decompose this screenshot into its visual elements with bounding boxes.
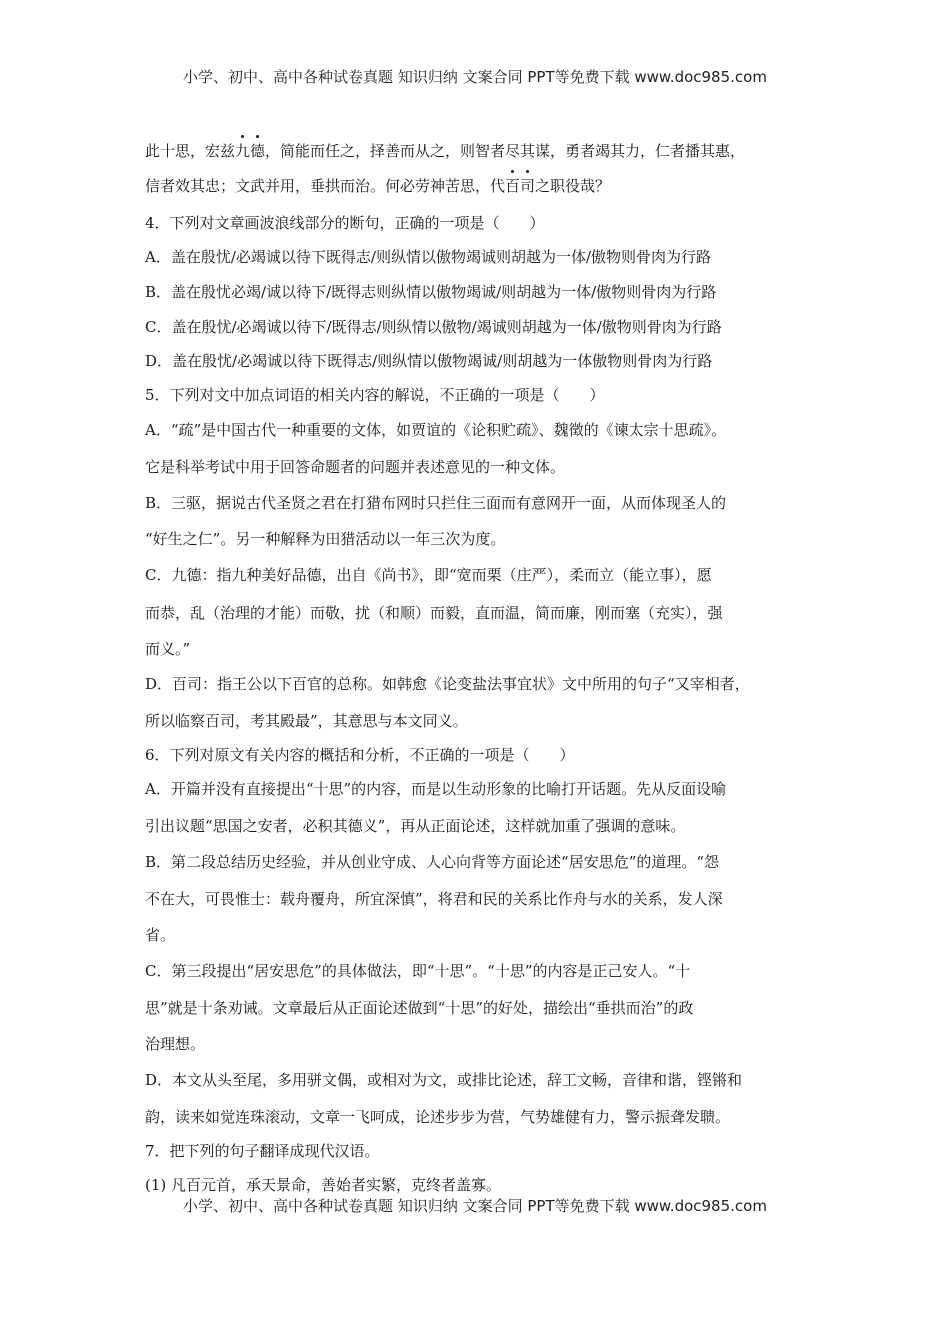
question-4-stem: 4．下列对文章画波浪线部分的断句，正确的一项是（ ） bbox=[145, 214, 545, 232]
page-footer: 小学、初中、高中各种试卷真题 知识归纳 文案合同 PPT等免费下载 www.doc985.com bbox=[183, 1197, 767, 1215]
emphasis-char: 德 bbox=[250, 142, 266, 160]
question-7-stem: 7．把下列的句子翻译成现代汉语。 bbox=[145, 1142, 380, 1160]
emphasis-char: 司 bbox=[520, 177, 536, 195]
passage-line-1 bbox=[145, 140, 745, 162]
emphasis-char: 九 bbox=[235, 142, 251, 160]
passage-text: ，简能而任之，择善而从之，则智者尽其谋，勇者竭其力，仁者播其惠， bbox=[265, 142, 746, 160]
question-6-option-d: 韵，读来如觉连珠滚动，文章一飞呵成，论述步步为营，气势雄健有力，警示振聋发聩。 bbox=[145, 1108, 731, 1126]
question-4-option-d: D．盖在殷忧/必竭诚以待下既得志/则纵情以傲物竭诚/则胡越为一体傲物则骨肉为行路 bbox=[145, 352, 713, 370]
passage-line-2 bbox=[145, 175, 610, 197]
question-6-option-c: 治理想。 bbox=[145, 1035, 206, 1053]
question-5-option-c: C．九德：指九种美好品德，出自《尚书》，即“宽而栗（庄严），柔而立（能立事），愿 bbox=[145, 566, 712, 584]
question-5-option-c: 而义。” bbox=[145, 640, 191, 658]
page-header: 小学、初中、高中各种试卷真题 知识归纳 文案合同 PPT等免费下载 www.doc985.com bbox=[183, 68, 767, 86]
question-6-option-a: 引出议题“思国之安者，必积其德义”，再从正面论述，这样就加重了强调的意味。 bbox=[145, 817, 686, 835]
question-6-option-c: C．第三段提出“居安思危”的具体做法，即“十思”。“十思”的内容是正己安人。“十 bbox=[145, 962, 691, 980]
passage-text: 信者效其忠；文武并用，垂拱而治。何必劳神苦思，代 bbox=[145, 177, 506, 195]
question-6-option-c: 思”就是十条劝诫。文章最后从正面论述做到“十思”的好处，描绘出“垂拱而治”的政 bbox=[145, 999, 694, 1017]
question-4-option-c: C．盖在殷忧/必竭诚以待下/既得志/则纵情以傲物/竭诚则胡越为一体/傲物则骨肉为行路 bbox=[145, 318, 722, 336]
question-5-option-a: 它是科举考试中用于回答命题者的问题并表述意见的一种文体。 bbox=[145, 458, 566, 476]
question-7-sentence-1: (1) 凡百元首，承天景命，善始者实繁，克终者盖寡。 bbox=[145, 1176, 502, 1194]
question-4-option-b: B．盖在殷忧必竭/诚以待下/既得志则纵情以傲物竭诚/则胡越为一体/傲物则骨肉为行路 bbox=[145, 283, 717, 301]
question-6-option-a: A．开篇并没有直接提出“十思”的内容，而是以生动形象的比喻打开话题。先从反面设喻 bbox=[145, 780, 727, 798]
question-5-option-b: B．三驱，据说古代圣贤之君在打猎布网时只拦住三面而有意网开一面，从而体现圣人的 bbox=[145, 494, 727, 512]
question-6-option-b: 不在大，可畏惟士：载舟覆舟，所宜深慎”，将君和民的关系比作舟与水的关系，发人深 bbox=[145, 890, 723, 908]
question-6-option-b: B．第二段总结历史经验，并从创业守成、人心向背等方面论述“居安思危”的道理。“怨 bbox=[145, 853, 720, 871]
question-5-option-c: 而恭，乱（治理的才能）而敬，扰（和顺）而毅，直而温，简而廉，刚而塞（充实），强 bbox=[145, 604, 723, 622]
passage-text: 此十思，宏兹 bbox=[145, 142, 236, 160]
question-6-stem: 6．下列对原文有关内容的概括和分析，不正确的一项是（ ） bbox=[145, 746, 575, 764]
question-5-option-d: D．百司：指王公以下百官的总称。如韩愈《论变盐法事宜状》文中所用的句子“又宰相者， bbox=[145, 675, 750, 693]
question-6-option-b: 省。 bbox=[145, 926, 176, 944]
emphasis-char: 百 bbox=[505, 177, 521, 195]
question-5-option-d: 所以临察百司，考其殿最”，其意思与本文同义。 bbox=[145, 712, 468, 730]
question-4-option-a: A．盖在殷忧/必竭诚以待下既得志/则纵情以傲物竭诚则胡越为一体/傲物则骨肉为行路 bbox=[145, 248, 711, 266]
passage-text: 之职役哉？ bbox=[535, 177, 611, 195]
question-5-stem: 5．下列对文中加点词语的相关内容的解说，不正确的一项是（ ） bbox=[145, 386, 605, 404]
question-5-option-a: A．“疏”是中国古代一种重要的文体，如贾谊的《论积贮疏》、魏徵的《谏太宗十思疏》。 bbox=[145, 421, 727, 439]
question-6-option-d: D．本文从头至尾，多用骈文偶，或相对为文，或排比论述，辞工文畅，音律和谐，铿锵和 bbox=[145, 1071, 743, 1089]
question-5-option-b: “好生之仁”。另一种解释为田猎活动以一年三次为度。 bbox=[145, 530, 506, 548]
